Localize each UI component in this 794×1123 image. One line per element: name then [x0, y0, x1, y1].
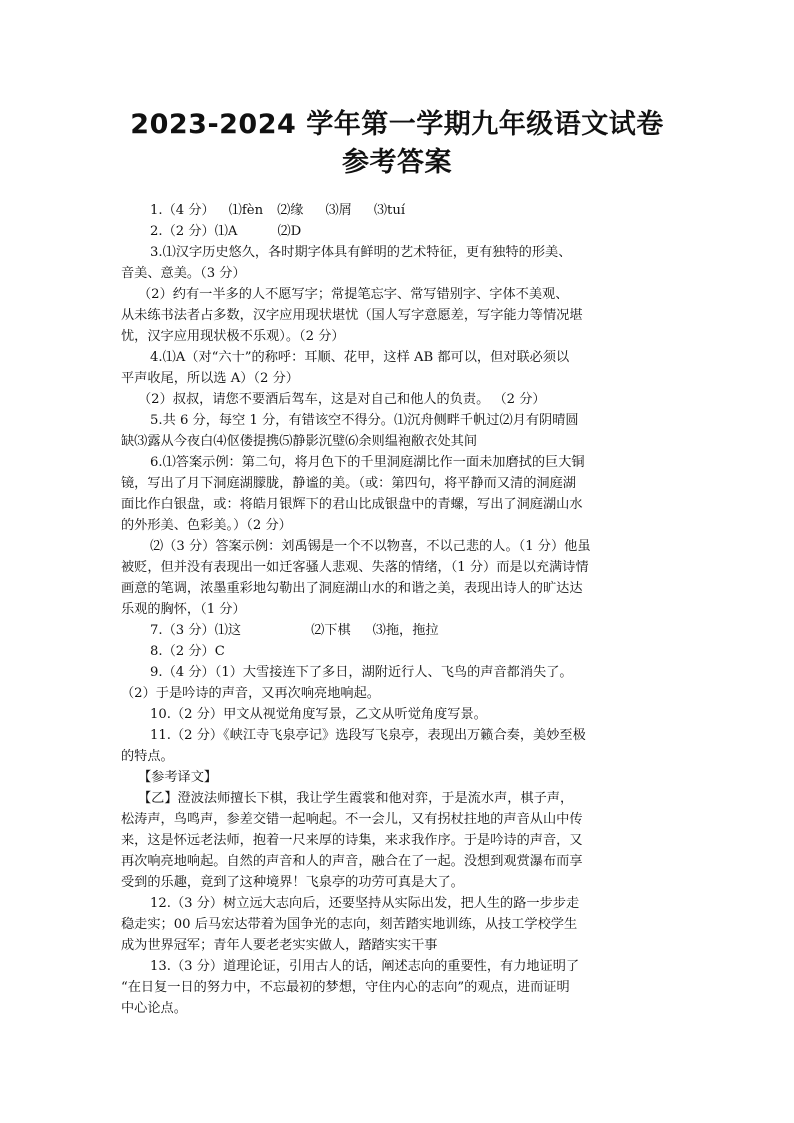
q2-answer-2: ⑵D	[277, 224, 302, 239]
answer-q6-line: 镜，写出了月下洞庭湖朦胧，静谧的美。（或：第四句，将平静而又清的洞庭湖	[121, 476, 576, 491]
answer-q13-line: “在日复一日的努力中，不忘最初的梦想，守住内心的志向”的观点，进而证明	[121, 980, 570, 995]
answer-q6-line: 面比作白银盘，或：将皓月银辉下的君山比成银盘中的青螺，写出了洞庭湖山水	[121, 497, 583, 512]
answer-q6-line: ⑵（3 分）答案示例：刘禹锡是一个不以物喜，不以己悲的人。（1 分）他虽	[150, 539, 591, 554]
translation-line: 【乙】澄波法师擅长下棋，我让学生霞裳和他对弈，于是流水声，棋子声，	[138, 791, 574, 806]
answer-q9-line: 9.（4 分）（1）大雪接连下了多日，湖附近行人、飞鸟的声音都消失了。	[150, 665, 573, 680]
answer-q3-line: 从未练书法者占多数，汉字应用现状堪忧（国人写字意愿差，写字能力等情况堪	[121, 308, 583, 323]
translation-heading: 【参考译文】	[138, 770, 218, 785]
q7-number: 7.（3 分）	[150, 623, 215, 638]
answer-q3-line: （2）约有一半多的人不愿写字；常提笔忘字、常写错别字、字体不美观、	[138, 287, 569, 302]
answer-q6-line: 被贬，但并没有表现出一如迁客骚人悲观、失落的情绪，（1 分）而是以充满诗情	[121, 560, 589, 575]
translation-line: 再次响亮地响起。自然的声音和人的声音，融合在了一起。没想到观赏瀑布而享	[121, 854, 583, 869]
answer-q13-line: 中心论点。	[121, 1001, 187, 1016]
answer-q3-line: 音美、意美。（3 分）	[121, 266, 246, 281]
answer-q3-line: 忧，汉字应用现状极不乐观）。（2 分）	[121, 329, 345, 344]
q1-answer-1: ⑴fèn	[228, 203, 264, 218]
answer-q13-line: 13.（3 分）道理论证，引用古人的话，阐述志向的重要性，有力地证明了	[150, 959, 580, 974]
translation-line: 来，这是怀远老法师，抱着一尺来厚的诗集，来求我作序。于是吟诗的声音，又	[121, 833, 583, 848]
answer-q6-line: 画意的笔调，浓墨重彩地勾勒出了洞庭湖山水的和谐之美，表现出诗人的旷达达	[121, 581, 583, 596]
answer-q5-line: 5.共 6 分，每空 1 分，有错该空不得分。⑴沉舟侧畔千帆过⑵月有阴晴圆	[150, 413, 579, 428]
answer-q9-line: （2）于是吟诗的声音，又再次响亮地响起。	[121, 686, 380, 701]
answer-q12-line: 成为世界冠军；青年人要老老实实做人，踏踏实实干事	[121, 938, 438, 953]
answer-q10: 10.（2 分）甲文从视觉角度写景，乙文从听觉角度写景。	[150, 707, 487, 722]
q2-number: 2.（2 分）	[150, 224, 215, 239]
q1-answer-4: ⑶tuí	[373, 203, 406, 218]
q1-answer-2: ⑵缘	[277, 203, 304, 218]
q1-answer-3: ⑶屑	[325, 203, 352, 218]
answer-q6-line: 乐观的胸怀，（1 分）	[121, 602, 246, 617]
answer-q8: 8.（2 分）C	[150, 644, 225, 659]
answer-q12-line: 12.（3 分）树立远大志向后，还要坚持从实际出发，把人生的路一步步走	[150, 896, 580, 911]
answer-q7	[121, 620, 677, 641]
answer-q1	[121, 200, 677, 221]
q7-answer-3: ⑶拖，拖拉	[372, 623, 439, 638]
answer-body	[121, 200, 677, 1019]
answer-q2	[121, 221, 677, 242]
answer-q12-line: 稳走实；00 后马宏达带着为国争光的志向，刻苦踏实地训练，从技工学校学生	[121, 917, 578, 932]
answer-q11-line: 11.（2 分）《峡江寺飞泉亭记》选段写飞泉亭，表现出万籁合奏，美妙至极	[150, 728, 586, 743]
q1-number: 1.（4 分）	[150, 203, 215, 218]
answer-q6-line: 的外形美、色彩美。）（2 分）	[121, 518, 292, 533]
q2-answer-1: ⑴A	[214, 224, 238, 239]
answer-q5-line: 缺⑶露从今夜白⑷伛偻提携⑸静影沉璧⑹余则缊袍敝衣处其间	[121, 434, 478, 449]
page-subtitle: 参考答案	[342, 147, 452, 178]
translation-line: 受到的乐趣，竟到了这种境界！飞泉亭的功劳可真是大了。	[121, 875, 464, 890]
answer-q4-line: 4.⑴A（对“六十”的称呼：耳顺、花甲，这样 AB 都可以，但对联必须以	[150, 350, 570, 365]
answer-q3-line: 3.⑴汉字历史悠久，各时期字体具有鲜明的艺术特征，更有独特的形美、	[150, 245, 572, 260]
page-title: 2023-2024 学年第一学期九年级语文试卷	[130, 109, 664, 140]
q7-answer-1: ⑴这	[214, 623, 242, 638]
answer-q6-line: 6.⑴答案示例：第二句，将月色下的千里洞庭湖比作一面未加磨拭的巨大铜	[150, 455, 585, 470]
q7-answer-2: ⑵下棋	[311, 623, 351, 638]
answer-q4-line: 平声收尾，所以选 A）（2 分）	[121, 371, 299, 386]
translation-line: 松涛声，鸟鸣声，参差交错一起响起。不一会儿，又有拐杖拄地的声音从山中传	[121, 812, 583, 827]
answer-q11-line: 的特点。	[121, 749, 174, 764]
answer-q4-line: （2）叔叔，请您不要酒后驾车，这是对自己和他人的负责。 （2 分）	[138, 392, 546, 407]
